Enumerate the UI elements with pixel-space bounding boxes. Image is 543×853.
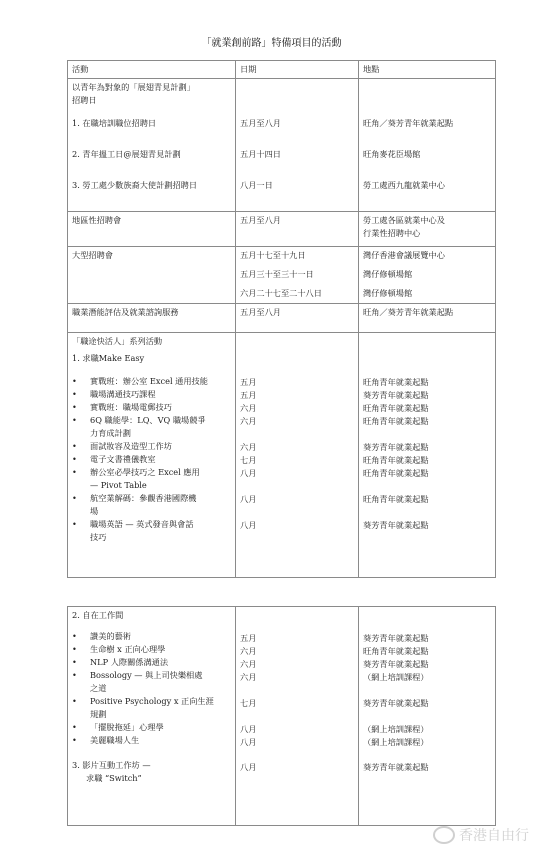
series-item-6: • 電子文書禮儀教室 — [72, 453, 231, 466]
series-loc-7: 旺角青年就業起點 — [363, 468, 429, 478]
chat-bubble-icon — [433, 826, 455, 844]
large-fair-loc-3: 灣仔修頓場館 — [363, 288, 413, 298]
series-date-6: 七月 — [240, 455, 257, 465]
series-loc-5: 葵芳青年就業起點 — [363, 442, 429, 452]
workplace-item-5: • Positive Psychology x 正向生涯 — [72, 695, 231, 708]
watermark — [433, 825, 529, 845]
workplace-date-5: 七月 — [240, 698, 257, 708]
series-item-4: • 6Q 職能學：LQ、VQ 職場競爭 — [72, 414, 231, 427]
youth-date-1: 五月至八月 — [240, 118, 281, 128]
table-header-row — [68, 61, 496, 79]
activities-table-continued — [67, 606, 496, 826]
series-item-3: • 實戰班：職場電郵技巧 — [72, 401, 231, 414]
workplace-loc-5: 葵芳青年就業起點 — [363, 698, 429, 708]
youth-loc-2: 旺角麥花臣場館 — [363, 149, 421, 159]
workplace-date-3: 六月 — [240, 659, 257, 669]
series-item-9: • 職場英語 — 英式發音與會話 — [72, 518, 231, 531]
series-loc-9: 葵芳青年就業起點 — [363, 520, 429, 530]
workplace-date-6: 八月 — [240, 724, 257, 734]
table-row-large-fairs — [68, 247, 496, 304]
series-item-4-cont: 力育成計劃 — [90, 428, 131, 438]
assessment-loc: 旺角／葵芳青年就業起點 — [359, 304, 496, 333]
workplace-item-6: • 「擺脫拖延」心理學 — [72, 721, 231, 734]
series-item-2: • 職場溝通技巧課程 — [72, 388, 231, 401]
series-item-8: • 航空業解碼：參觀香港國際機 — [72, 492, 231, 505]
series-date-9: 八月 — [240, 520, 257, 530]
youth-loc-3: 勞工處西九龍就業中心 — [363, 180, 445, 190]
series-item-7: • 辦公室必學技巧之 Excel 應用 — [72, 466, 231, 479]
series-date-3: 六月 — [240, 403, 257, 413]
workplace-date-2: 六月 — [240, 646, 257, 656]
series-date-5: 六月 — [240, 442, 257, 452]
series-item-9-cont: 技巧 — [90, 532, 107, 542]
table-row-career-assessment — [68, 304, 496, 333]
assessment-activity: 職業潛能評估及就業諮詢服務 — [68, 304, 236, 333]
workplace-loc-2: 旺角青年就業起點 — [363, 646, 429, 656]
workshop-line2: 求職 “Switch” — [86, 773, 142, 783]
workshop-date: 八月 — [240, 762, 257, 772]
workplace-subheading: 2. 自在工作間 — [72, 610, 124, 620]
series-item-7-cont: — Pivot Table — [90, 480, 147, 490]
series-date-8: 八月 — [240, 494, 257, 504]
youth-intro-line1: 以青年為對象的「展翅青見計劃」 — [72, 82, 195, 92]
youth-item-1: 1. 在職培訓職位招聘日 — [72, 118, 157, 128]
assessment-date: 五月至八月 — [236, 304, 359, 333]
table-row-career-series — [68, 333, 496, 578]
workplace-date-7: 八月 — [240, 737, 257, 747]
workplace-item-5-cont: 規劃 — [90, 709, 107, 719]
header-activity: 活動 — [68, 61, 236, 79]
workplace-loc-3: 葵芳青年就業起點 — [363, 659, 429, 669]
large-fair-date-1: 五月十七至十九日 — [240, 250, 306, 260]
series-loc-3: 旺角青年就業起點 — [363, 403, 429, 413]
series-date-7: 八月 — [240, 468, 257, 478]
series-item-5: • 面試妝容及造型工作坊 — [72, 440, 231, 453]
table-row-workplace-series — [68, 607, 496, 826]
series-loc-8: 旺角青年就業起點 — [363, 494, 429, 504]
workplace-loc-7: （網上培訓課程） — [363, 737, 429, 747]
district-loc-line2: 行業性招聘中心 — [363, 228, 421, 238]
series-loc-2: 葵芳青年就業起點 — [363, 390, 429, 400]
large-fair-date-2: 五月三十至三十一日 — [240, 269, 314, 279]
series-item-8-cont: 場 — [90, 506, 99, 516]
workplace-item-7: • 美麗職場人生 — [72, 734, 231, 747]
youth-date-3: 八月一日 — [240, 180, 273, 190]
workplace-item-3: • NLP 人際關係溝通法 — [72, 656, 231, 669]
series-subheading: 1. 求職Make Easy — [72, 353, 145, 363]
youth-item-2: 2. 青年搵工日@展翅青見計劃 — [72, 149, 181, 159]
series-heading: 「職途快活人」系列活動 — [72, 336, 163, 346]
table-row-youth-recruitment — [68, 79, 496, 212]
district-activity: 地區性招聘會 — [68, 212, 236, 247]
series-loc-1: 旺角青年就業起點 — [363, 377, 429, 387]
watermark-text: 香港自由行 — [459, 828, 529, 844]
large-fair-loc-2: 灣仔修頓場館 — [363, 269, 413, 279]
large-fair-date-3: 六月二十七至二十八日 — [240, 288, 322, 298]
series-date-2: 五月 — [240, 390, 257, 400]
workplace-loc-6: （網上培訓課程） — [363, 724, 429, 734]
large-fair-loc-1: 灣仔香港會議展覽中心 — [363, 250, 445, 260]
workplace-loc-4: （網上培訓課程） — [363, 672, 429, 682]
workplace-date-1: 五月 — [240, 633, 257, 643]
large-fair-activity: 大型招聘會 — [68, 247, 236, 304]
workplace-item-4: • Bossology — 與上司快樂相處 — [72, 669, 231, 682]
workplace-item-2: • 生命樹 x 正向心理學 — [72, 643, 231, 656]
district-loc-line1: 勞工處各區就業中心及 — [363, 215, 445, 225]
series-date-4: 六月 — [240, 416, 257, 426]
header-date: 日期 — [236, 61, 359, 79]
youth-intro-line2: 招聘日 — [72, 95, 97, 105]
workplace-date-4: 六月 — [240, 672, 257, 682]
activities-table — [67, 60, 496, 578]
youth-loc-1: 旺角／葵芳青年就業起點 — [363, 118, 454, 128]
workplace-item-4-cont: 之道 — [90, 683, 107, 693]
table-row-district-fairs — [68, 212, 496, 247]
district-date: 五月至八月 — [236, 212, 359, 247]
youth-item-3: 3. 勞工處少數族裔大使計劃招聘日 — [72, 180, 198, 190]
workplace-item-1: • 讚美的藝術 — [72, 630, 231, 643]
series-loc-4: 旺角青年就業起點 — [363, 416, 429, 426]
header-location: 地點 — [359, 61, 496, 79]
series-item-1: • 實戰班：辦公室 Excel 通用技能 — [72, 375, 231, 388]
series-date-1: 五月 — [240, 377, 257, 387]
workplace-loc-1: 葵芳青年就業起點 — [363, 633, 429, 643]
page-title: 「就業創前路」特備項目的活動 — [201, 38, 342, 49]
youth-date-2: 五月十四日 — [240, 149, 281, 159]
workshop-loc: 葵芳青年就業起點 — [363, 762, 429, 772]
workshop-line1: 3. 影片互動工作坊 — — [72, 760, 151, 770]
series-loc-6: 旺角青年就業起點 — [363, 455, 429, 465]
